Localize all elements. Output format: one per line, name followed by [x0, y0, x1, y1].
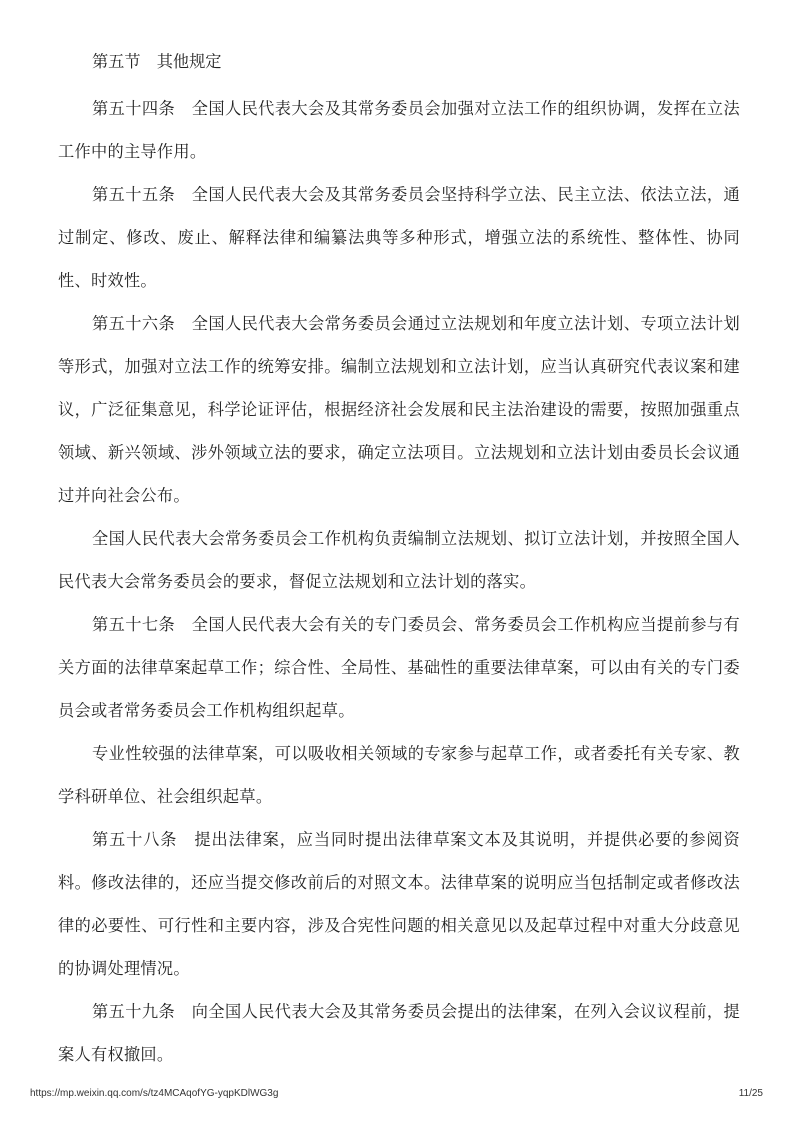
article-56: 第五十六条 全国人民代表大会常务委员会通过立法规划和年度立法计划、专项立法计划等形式，加强对立法工作的统筹安排。编制立法规划和立法计划，应当认真研究代表议案和建议，广泛征集意见，科学论证评估，根据经济社会发展和民主法治建设的需要，按照加强重点领域、新兴领域、涉外领域立法的要求，确定立法项目。立法规划和立法计划由委员长会议通过并向社会公布。	[58, 314, 740, 505]
section-heading: 第五节 其他规定	[92, 52, 222, 71]
article-54: 第五十四条 全国人民代表大会及其常务委员会加强对立法工作的组织协调，发挥在立法工作中的主导作用。	[58, 99, 740, 161]
article-55: 第五十五条 全国人民代表大会及其常务委员会坚持科学立法、民主立法、依法立法，通过制定、修改、废止、解释法律和编纂法典等多种形式，增强立法的系统性、整体性、协同性、时效性。	[58, 185, 740, 290]
article-59: 第五十九条 向全国人民代表大会及其常务委员会提出的法律案，在列入会议议程前，提案人有权撤回。	[58, 1002, 740, 1064]
article-57-paragraph-2: 专业性较强的法律草案，可以吸收相关领域的专家参与起草工作，或者委托有关专家、教学科研单位、社会组织起草。	[58, 744, 740, 806]
article-57: 第五十七条 全国人民代表大会有关的专门委员会、常务委员会工作机构应当提前参与有关方面的法律草案起草工作；综合性、全局性、基础性的重要法律草案，可以由有关的专门委员会或者常务委员会工作机构组织起草。	[58, 615, 740, 720]
article-58: 第五十八条 提出法律案，应当同时提出法律草案文本及其说明，并提供必要的参阅资料。修改法律的，还应当提交修改前后的对照文本。法律草案的说明应当包括制定或者修改法律的必要性、可行性和主要内容，涉及合宪性问题的相关意见以及起草过程中对重大分歧意见的协调处理情况。	[58, 830, 740, 978]
footer-url[interactable]: https://mp.weixin.qq.com/s/tz4MCAqofYG-yqpKDlWG3g	[30, 1088, 279, 1099]
document-body	[58, 44, 740, 1076]
article-56-paragraph-2: 全国人民代表大会常务委员会工作机构负责编制立法规划、拟订立法计划，并按照全国人民代表大会常务委员会的要求，督促立法规划和立法计划的落实。	[58, 529, 740, 591]
page-number: 11/25	[738, 1088, 763, 1099]
page-footer	[30, 1088, 763, 1099]
